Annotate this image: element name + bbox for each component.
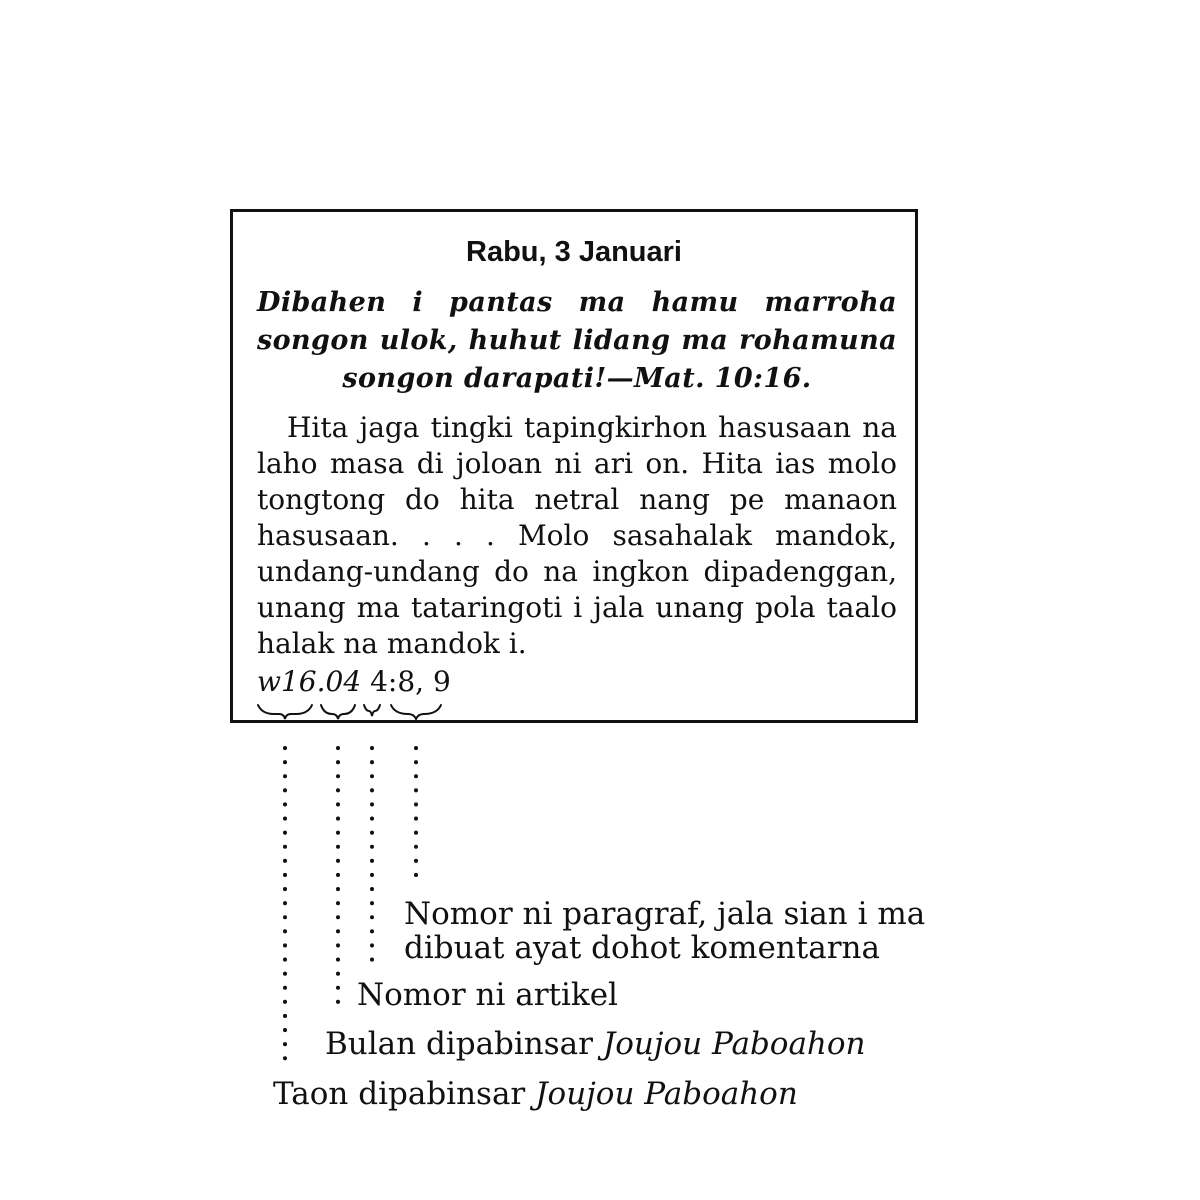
ref-month: 04 xyxy=(325,665,362,698)
daily-text-card xyxy=(230,209,918,723)
label-month-published xyxy=(325,1026,866,1062)
ref-year-code: w16 xyxy=(257,665,317,698)
ref-separator: . xyxy=(316,665,326,698)
label-year-publication: Joujou Paboahon xyxy=(535,1076,798,1112)
label-paragraph-number-2: dibuat ayat dohot komentarna xyxy=(404,930,880,966)
reference-citation xyxy=(257,664,451,700)
label-paragraph-number-1: Nomor ni paragraf, jala sian i ma xyxy=(404,896,926,932)
card-date: Rabu, 3 Januari xyxy=(466,236,682,268)
label-year-text: Taon dipabinsar xyxy=(273,1076,526,1112)
label-year-published xyxy=(273,1076,798,1112)
ref-article: 4 xyxy=(370,665,388,698)
label-month-publication: Joujou Paboahon xyxy=(602,1026,866,1062)
label-month-text: Bulan dipabinsar xyxy=(325,1026,593,1062)
ref-colon: : xyxy=(387,665,398,698)
label-article-number: Nomor ni artikel xyxy=(357,977,618,1013)
theme-scripture: Dibahen i pantas ma hamu marroha songon ulok, huhut lidang ma rohamuna songon darapati!—Mat. 10:16. xyxy=(257,287,897,394)
comment-body: Hita jaga tingki tapingkirhon hasusaan na laho masa di joloan ni ari on. Hita ias molo tongtong do hita netral nang pe manaon hasusaan. . . . Molo sasahalak mandok, undang-undang do na ingkon dipadenggan, unang ma tataringoti i jala unang pola taalo halak na mandok i. xyxy=(257,411,897,660)
ref-paragraphs: 8, 9 xyxy=(397,665,451,698)
